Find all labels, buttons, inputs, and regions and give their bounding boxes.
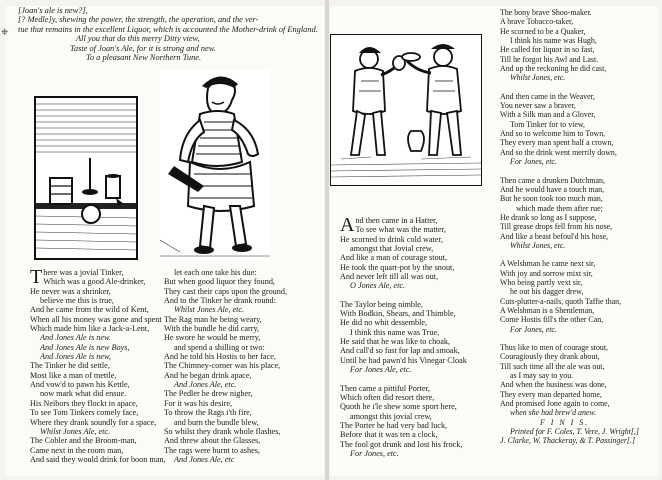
verse-line: And never left till all was out,	[340, 272, 438, 282]
verse-line: The fool got drunk and lost his frock,	[340, 439, 463, 449]
verse-line: and spend a shilling or two:	[174, 342, 265, 352]
page-fold	[325, 0, 329, 480]
verse-line: The Chimney-corner was his place,	[164, 361, 281, 371]
finis-line: F I N I S.	[540, 417, 590, 427]
verse-line: The bony brave Shoo-maker.	[500, 8, 592, 17]
verse-line: A brave Tobacco-taker,	[500, 17, 574, 27]
verse-line: With a Silk man and a Glover,	[500, 110, 596, 120]
imprint-line: J. Clarke, W. Thackeray, & T. Passinger[.]	[500, 436, 636, 446]
verse-line: O Jones Ale, etc.	[350, 281, 406, 291]
verse-line: as I may say to you.	[510, 371, 574, 381]
verse-line: He never was a shrinker,	[30, 286, 111, 296]
verse-line: They every man departed home,	[500, 389, 602, 399]
two-men-illustration	[331, 35, 481, 185]
text-column-3	[340, 216, 467, 458]
crosshair-icon: ⌖	[1, 25, 9, 40]
verse-line: Then came a drunken Dutchman,	[500, 175, 605, 185]
verse-line: Tom Tinker for to view,	[510, 119, 585, 129]
heading-line: [? Medle]y, shewing the power, the strength, the operation, and the ver-	[18, 15, 259, 25]
verse-line: Thus like to men of courage stout,	[500, 343, 609, 352]
verse-line: Before that it was ten a clock,	[340, 430, 438, 440]
verse-line: and burn the bundle blew,	[174, 417, 259, 427]
verse-line: And to the Tinker he drank round:	[164, 296, 276, 306]
verse-line: Come Hostis fill's the other Can,	[500, 315, 604, 325]
verse-line: Came next in the room man,	[30, 445, 124, 455]
heading-line: To a pleasant New Northern Tune.	[86, 53, 202, 63]
heading-line: [Joan's ale is new?],	[18, 6, 88, 15]
verse-line: With joy and sorrow mixt sir,	[500, 268, 593, 278]
verse-line: And vow'd to pawn his Kettle,	[30, 380, 130, 390]
verse-line: He said that he was like to choak,	[340, 337, 451, 347]
verse-line: He scorned to drink cold water,	[340, 234, 443, 244]
verse-line: And said they would drink for boon man,	[30, 454, 166, 464]
verse-line: With Bodkin, Shears, and Thimble,	[340, 309, 456, 319]
verse-line: The Cobler and the Broom-man,	[30, 436, 137, 446]
verse-line: And Jones Ale, etc.	[174, 380, 237, 390]
verse-line: And so to welcome him to Town,	[500, 129, 606, 139]
verse-line: With the bundle he did carry,	[164, 324, 260, 334]
verse-line: And he would have a touch man,	[500, 184, 605, 194]
verse-line: For Jones Ale, etc.	[350, 365, 412, 375]
verse-line: he out his dagger drew,	[510, 287, 584, 297]
verse-line: The Rag man he being weary,	[164, 314, 262, 324]
verse-line: To see Tom Tinkers comely face,	[30, 408, 139, 418]
text-column-4	[500, 8, 639, 446]
verse-line: Whilst Jones, etc.	[510, 73, 566, 83]
verse-line: For Jones, etc.	[510, 157, 557, 167]
verse-line: To see what was the matter,	[355, 225, 446, 235]
verse-line: They every man spent half a crown,	[500, 138, 614, 148]
verse-line: He scorned to be a Quaker,	[500, 26, 586, 36]
tinker-illustration	[160, 70, 270, 260]
verse-line: And when the business was done,	[500, 380, 607, 390]
verse-line: let each one take his due:	[174, 268, 257, 277]
verse-line: Then came a pittiful Porter,	[340, 383, 430, 393]
woodcut-tinker-figure	[160, 70, 270, 260]
verse-line: The Pedler he drew nigher,	[164, 389, 253, 399]
verse-line: which made them after rue;	[516, 203, 603, 213]
verse-line: The Tinker he did settle,	[30, 361, 110, 371]
verse-line: For Jones, etc.	[510, 324, 557, 334]
verse-line: And up the reckoning he did cast,	[500, 64, 607, 74]
heading-line: All you that do this merry Ditty view,	[76, 34, 200, 44]
verse-line: He did no whit dessemble,	[340, 318, 428, 328]
stanza-gap	[500, 334, 639, 343]
verse-line: now mark what did ensue.	[40, 389, 127, 399]
verse-line: And like a man of courage stout,	[340, 253, 448, 263]
verse-line: Till he forgot his Awl and Last.	[500, 54, 599, 64]
verse-line: But when good liquor they found,	[164, 277, 275, 287]
verse-line: And then came in the Weaver,	[500, 91, 595, 101]
verse-line: Till such time all the ale was out,	[500, 361, 605, 371]
verse-line: He drank so long as I suppose,	[500, 212, 597, 222]
verse-line: Whilst Jones Ale, etc.	[174, 305, 245, 315]
verse-line: Cuts-plutter-a-nails, quoth Taffie than,	[500, 296, 622, 306]
verse-line: He called for liquor in so fast,	[500, 45, 595, 55]
verse-line: Quoth he i'le shew some sport here,	[340, 402, 457, 412]
verse-line: To throw the Rags i'th fire,	[164, 408, 252, 418]
verse-line: Who being partly vext sir,	[500, 277, 583, 287]
verse-line-text: here was a jovial Tinker,	[43, 268, 124, 277]
text-column-2	[164, 268, 287, 464]
verse-line: So whilst they drank whole flashes,	[164, 426, 281, 436]
verse-line: Till grease drops fell from his nose,	[500, 222, 613, 232]
verse-line: A Welshman is a Shentleman,	[500, 305, 595, 315]
verse-line: And Jones Ale is new Boys,	[40, 342, 130, 352]
verse-line: For Jones, etc.	[350, 448, 399, 458]
verse-line: You never saw a braver,	[500, 101, 576, 111]
heading-line: tue that remains in the excellent Liquor, which is accounted the Mother-drink of England.	[18, 24, 318, 34]
verse-line: The rags were burnt to ashes,	[164, 445, 260, 455]
verse-line: Couragiously they drank about,	[500, 352, 600, 362]
text-column-1	[30, 268, 166, 464]
verse-line: He swore he would be merry,	[164, 333, 261, 343]
verse-line: And then came in a Hatter,	[340, 214, 438, 236]
stanza-gap	[500, 167, 639, 176]
verse-line: Until he had pawn'd his Vinegar Cloak	[340, 355, 467, 365]
verse-line: amongst this jovial crew,	[350, 411, 432, 421]
verse-line: Which often did resort there,	[340, 392, 435, 402]
verse-line: Which made him like a Jack-a-Lent,	[30, 324, 150, 334]
verse-line: And he began drink apace,	[164, 370, 252, 380]
verse-line: believe me this is true,	[40, 296, 114, 306]
verse-line: And Jones Ale, etc	[174, 454, 235, 464]
verse-line: The Porter he had very bad luck,	[340, 420, 448, 430]
verse-line: Whilst Jones, etc.	[510, 240, 566, 250]
verse-line: And call'd so fast for lap and smoak,	[340, 346, 460, 356]
stanza-gap	[500, 83, 639, 92]
verse-line: There was a jovial Tinker,	[30, 266, 124, 288]
verse-line: His Neibors they flockt in apace,	[30, 398, 138, 408]
verse-line: But he soon took too much man,	[500, 194, 603, 204]
imprint-line: Printed for F. Coles, T. Vere, J. Wright[,]	[510, 427, 639, 437]
verse-line: when she had brew'd anew.	[510, 408, 597, 418]
verse-line: The Taylor being nimble,	[340, 299, 423, 309]
verse-line: He took the quart-pot by the snout,	[340, 262, 455, 272]
verse-line: And promised Jone again to come,	[500, 399, 610, 409]
verse-line: When all his money was gone and spent	[30, 314, 162, 324]
verse-line: A Welshman he came next sir,	[500, 259, 596, 269]
verse-line: And Jones Ale is new,	[40, 352, 111, 362]
woodcut-two-men	[330, 34, 482, 186]
ballad-heading	[18, 6, 318, 62]
verse-line: I think his name was Hugh,	[510, 36, 597, 46]
verse-line: They cast their caps upon the ground,	[164, 286, 288, 296]
verse-line: And threw about the Glasses,	[164, 436, 261, 446]
verse-line: And so the drink went merrily down,	[500, 147, 617, 157]
verse-line: Which was a good Ale-drinker,	[43, 277, 146, 287]
verse-line-text: nd then came in a Hatter,	[355, 216, 438, 225]
stanza-gap	[500, 250, 639, 259]
verse-line: And he came from the wild of Kent,	[30, 305, 149, 315]
heading-line: Taste of Joan's Ale, for it is strong and new.	[70, 43, 216, 53]
verse-line: I think this name was True,	[350, 327, 440, 337]
verse-line: amongst that Jovial crew,	[350, 244, 434, 254]
verse-line: And Jones Ale is new.	[40, 333, 111, 343]
verse-line: Whilst Jones Ale, etc.	[40, 426, 111, 436]
still-life-illustration	[36, 98, 136, 258]
verse-line: Where they drank soundly for a space,	[30, 417, 157, 427]
verse-line: And he told his Hostis to her face,	[164, 352, 276, 362]
verse-line: And like a beast befoul'd his hose,	[500, 231, 609, 241]
woodcut-still-life	[34, 96, 138, 260]
stanza-gap	[340, 291, 467, 300]
verse-line: Most like a man of mettle,	[30, 370, 117, 380]
verse-line: For it was his desire,	[164, 398, 232, 408]
stanza-gap	[340, 375, 467, 384]
